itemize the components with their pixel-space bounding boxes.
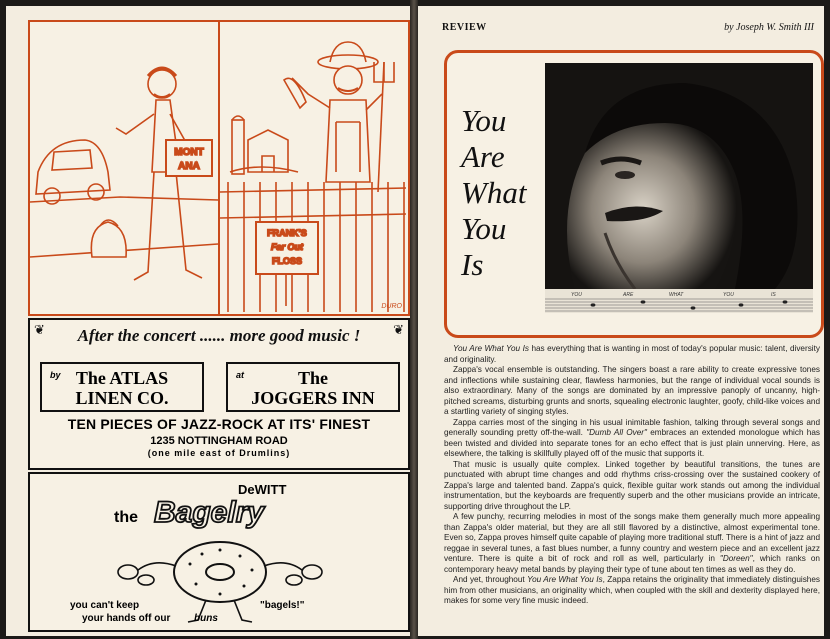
svg-text:MONT: MONT xyxy=(174,147,204,158)
svg-text:buns: buns xyxy=(194,613,218,624)
concert-ad xyxy=(28,318,410,470)
svg-text:your hands off our: your hands off our xyxy=(82,613,171,624)
paragraph-text: Zappa's vocal ensemble is outstanding. The singers boast a rare ability to create expressive tones and inflections while sustaining clear, flawless harmonies, but the range of individual vocal sounds is also extraordinary. Many of the songs are dominated by an impressive panoply of uncanny, high-pitched screams, disturbing grunts and snorts, squealing electronic laughter, goofy, child-like voices and a startling variety of singing styles. xyxy=(444,365,820,416)
venue-name-line: JOGGERS INN xyxy=(251,388,375,408)
article-paragraph xyxy=(444,344,820,365)
svg-text:"bagels!": "bagels!" xyxy=(260,600,305,611)
paragraph-emphasis: "Dumb All Over" xyxy=(586,428,647,437)
staff-word: YOU xyxy=(723,292,734,298)
staff-word: ARE xyxy=(623,292,634,298)
venue-name xyxy=(42,368,202,408)
paragraph-text: Zappa carries most of the singing in his usual inimitable fashion, talking through several songs and generally sounding pretty off-the-wall. xyxy=(444,417,820,437)
section-label: REVIEW xyxy=(442,22,487,33)
venue-box-joggers xyxy=(226,362,400,412)
cartoon-panel-divider xyxy=(218,22,220,314)
binding-gutter xyxy=(410,0,418,639)
staff-word: YOU xyxy=(571,292,582,298)
staff-word: WHAT xyxy=(669,292,684,298)
svg-text:FRANK'S: FRANK'S xyxy=(267,228,307,238)
venue-name-line: The xyxy=(297,368,328,388)
ornament-icon: ❦ xyxy=(393,322,404,337)
concert-ad-headline: After the concert ...... more good music ! xyxy=(77,326,361,345)
venue-name-line: LINEN CO. xyxy=(75,388,169,408)
byline: by Joseph W. Smith III xyxy=(724,22,814,33)
title-line: Are xyxy=(461,139,505,174)
bagel-logo xyxy=(30,474,408,630)
paragraph-emphasis: You Are What You Is xyxy=(453,344,529,353)
svg-text:Far Out: Far Out xyxy=(270,242,304,252)
paragraph-emphasis: "Doreen" xyxy=(719,554,753,563)
bagel-ad xyxy=(28,472,410,632)
review-article xyxy=(444,344,820,607)
article-paragraph xyxy=(444,460,820,513)
right-page xyxy=(418,6,824,636)
article-paragraph xyxy=(444,365,820,418)
venue-name xyxy=(228,368,398,408)
article-paragraph xyxy=(444,575,820,607)
svg-text:FLOSS: FLOSS xyxy=(271,256,303,266)
paragraph-text: A few punchy, recurring melodies in most of the songs make them generally much more appealing than Zappa's older material, but they are all still flavored by a distinctive, almost experimental tone. Even so, Zappa proves himself quite capable of playing more traditional stuff. There is a hint of jazz and reggae in several tunes, a fast blues number, a funny country and western piece and an excellent jazz venture. There is quite a bit of rock and roll as well, particularly in xyxy=(444,512,820,563)
title-line: You xyxy=(461,211,507,246)
paragraph-text: That music is usually quite complex. Linked together by beautiful transitions, the tunes are punctuated with abrupt time changes and odd rhythms criss-crossing over the sustained cookery of Zappa's large and talented band. Zappa's quick, flexible guitar work stands out among the individual instrumentation, but the keyboards are frequently superb and the other musicians provide an intricate, supporting drive throughout the LP. xyxy=(444,459,820,511)
ornament-icon: ❦ xyxy=(34,322,45,337)
artist-signature: DURO xyxy=(381,303,402,310)
paragraph-text: , which ranks on contemporary heavy metal bands by playing their type of tune about ten times as well as they do. xyxy=(444,554,820,574)
svg-text:DeWITT: DeWITT xyxy=(238,482,287,497)
portrait-drawing xyxy=(545,63,813,289)
music-staff xyxy=(545,289,813,313)
title-photo-frame xyxy=(444,50,824,338)
cartoon-illustration xyxy=(28,20,410,316)
concert-directions: (one mile east of Drumlins) xyxy=(147,448,291,458)
svg-text:Bagelry: Bagelry xyxy=(154,496,265,529)
title-line: Is xyxy=(461,247,484,282)
paragraph-text: embraces an extended monologue which has been twisted and divided into separate tones for an echo effect that is just plain unnerving. Here, as elsewhere, the talking is skillfully played off of the music that supports it. xyxy=(444,428,820,458)
staff-word: IS xyxy=(771,292,776,298)
title-line: You xyxy=(461,103,507,138)
svg-text:the: the xyxy=(114,509,138,526)
title-line: What xyxy=(461,175,527,210)
svg-text:you can't keep: you can't keep xyxy=(70,600,140,611)
venue-box-atlas xyxy=(40,362,204,412)
left-page xyxy=(6,6,410,636)
venue-prep: at xyxy=(236,370,245,380)
paragraph-emphasis: You Are What You Is xyxy=(527,575,603,584)
concert-tagline: TEN PIECES OF JAZZ-ROCK AT ITS' FINEST xyxy=(67,416,371,432)
paragraph-text: has everything that is wanting in most of today's popular music: talent, diversity and originality. xyxy=(444,344,820,364)
paragraph-text: , Zappa retains the originality that immediately distinguishes him from other musicians, an originality which, when coupled with the skill and dexterity displayed here, makes for some very fine music indeed. xyxy=(444,575,820,605)
article-paragraph xyxy=(444,418,820,460)
svg-text:ANA: ANA xyxy=(178,161,200,172)
concert-address: 1235 NOTTINGHAM ROAD xyxy=(150,435,288,447)
venue-name-line: The ATLAS xyxy=(75,368,169,388)
portrait-photo xyxy=(545,63,813,313)
venue-prep: by xyxy=(50,370,61,380)
article-paragraph xyxy=(444,512,820,575)
paragraph-text: And yet, throughout xyxy=(453,575,528,584)
